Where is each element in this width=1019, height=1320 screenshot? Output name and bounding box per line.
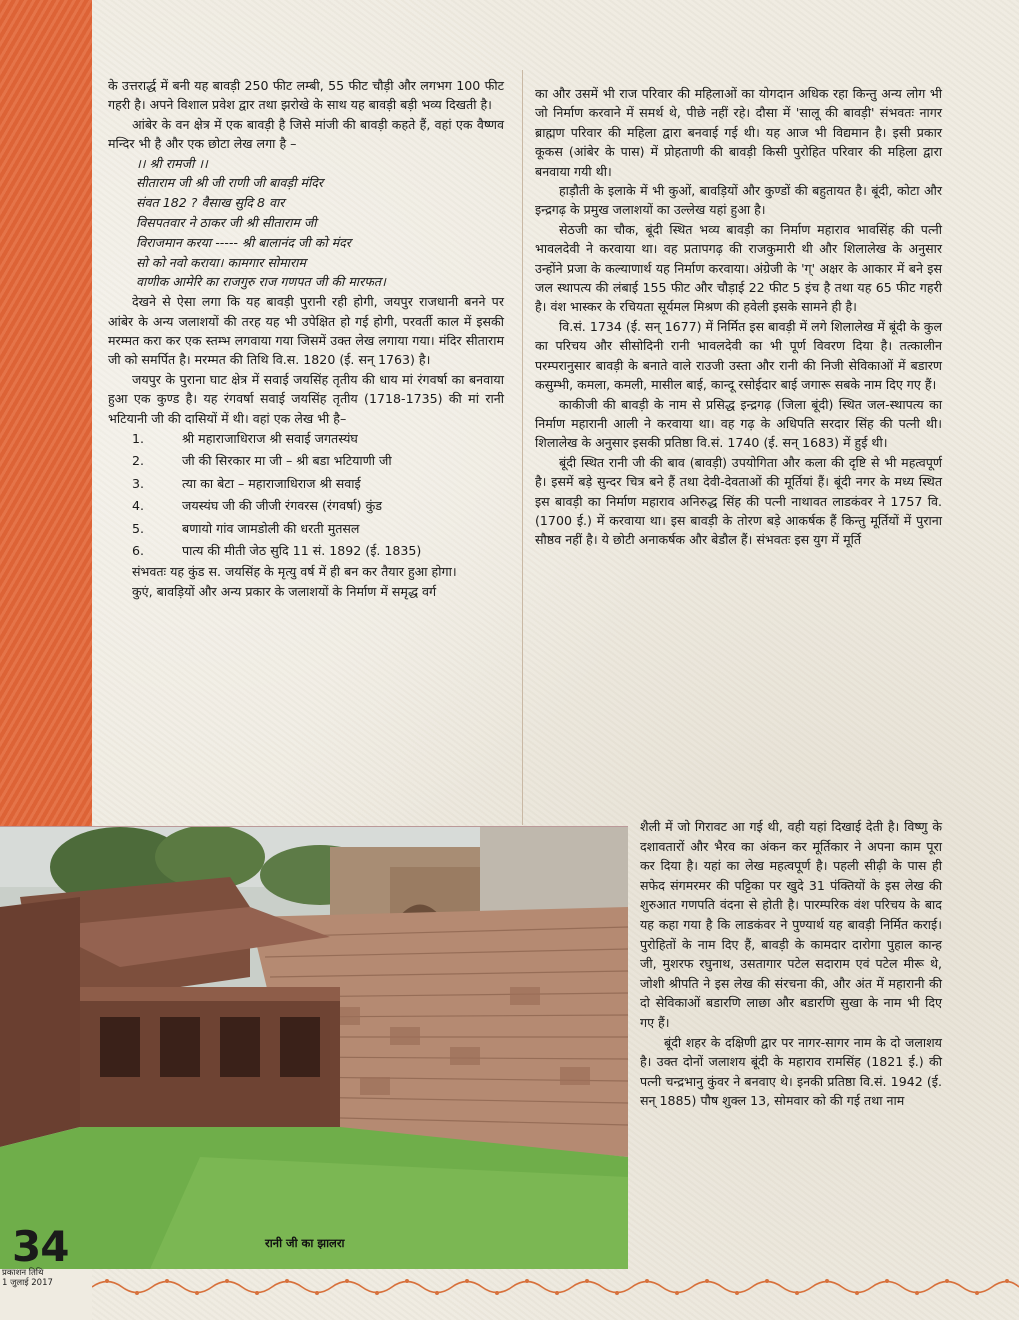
right-column bbox=[535, 84, 942, 550]
list-item bbox=[108, 540, 504, 562]
inscription-verse bbox=[108, 154, 504, 293]
verse-line: ।। श्री रामजी ।। bbox=[136, 155, 208, 171]
left-column bbox=[108, 76, 504, 601]
wrap-column bbox=[640, 817, 942, 1111]
column-divider bbox=[522, 70, 523, 825]
page-number: 34 bbox=[12, 1222, 69, 1271]
verse-line: सो को नवो कराया। कामगार सोमाराम bbox=[136, 254, 306, 270]
list-text: पात्य की मीती जेठ सुदि 11 सं. 1892 (ई. 1835) bbox=[182, 543, 422, 559]
paragraph: काकीजी की बावड़ी के नाम से प्रसिद्ध इन्द्रगढ़ (जिला बूंदी) स्थित जल-स्थापत्य का निर्माण महारानी आली ने करवाया था। वह गढ़ के अधिपति सरदार सिंह की पत्नी थी। शिलालेख के अनुसार इसकी प्रतिष्ठा वि.सं. 1740 (ई. सन् 1683) में हुई थी। bbox=[535, 396, 942, 451]
list-number: 5. bbox=[132, 520, 145, 536]
list-number: 1. bbox=[132, 431, 145, 447]
paragraph: सेठजी का चौक, बूंदी स्थित भव्य बावड़ी का निर्माण महाराव भावसिंह की पत्नी भावलदेवी ने करवाया था। वह प्रतापगढ़ की राजकुमारी थी और शिलालेख के अनुसार उन्होंने प्रजा के कल्याणार्थ यह निर्माण करवाया। अंग्रेजी के 'ग्' अक्षर के आकार में बने इस जल स्थापत्य की लंबाई 155 फीट और चौड़ाई 22 फीट 5 इंच है तथा यह 65 फीट गहरी है। वंश भास्कर के रचियता सूर्यमल मिश्रण की हवेली इसके सामने ही है। bbox=[535, 221, 942, 315]
paragraph: हाड़ौती के इलाके में भी कुओं, बावड़ियों और कुण्डों की बहुतायत है। बूंदी, कोटा और इन्द्रगढ़ के प्रमुख जलाशयों का उल्लेख यहां हुआ है। bbox=[535, 183, 942, 218]
list-item bbox=[108, 518, 504, 540]
photo-caption: रानी जी का झालरा bbox=[265, 1236, 345, 1250]
verse-line: विराजमान करया ----- श्री बालानंद जी को मंदर bbox=[136, 234, 351, 250]
paragraph: के उत्तरार्द्ध में बनी यह बावड़ी 250 फीट लम्बी, 55 फीट चौड़ी और लगभग 100 फीट गहरी है। अपने विशाल प्रवेश द्वार तथा झरोखे के साथ यह बावड़ी बड़ी भव्य दिखती है। bbox=[108, 78, 504, 113]
paragraph: बूंदी स्थित रानी जी की बाव (बावड़ी) उपयोगिता और कला की दृष्टि से भी महत्वपूर्ण है। इसमें बड़े सुन्दर चित्र बने हैं तथा देवी-देवताओं की मूर्तियां हैं। बूंदी नगर के मध्य स्थित इस बावड़ी का निर्माण महाराव अनिरुद्ध सिंह की पत्नी नाथावत लाडकंवर ने 1757 वि. (1700 ई.) में करवाया था। इस बावड़ी के तोरण बड़े आकर्षक हैं किन्तु मूर्तियों में पुराना सौष्ठव नहीं है। ये छोटी अनाकर्षक और बेडौल हैं। संभवतः इस युग में मूर्ति bbox=[535, 454, 942, 548]
inscription-list bbox=[108, 428, 504, 562]
paragraph: शैली में जो गिरावट आ गई थी, वही यहां दिखाई देती है। विष्णु के दशावतारों और भैरव का अंकन कर मूर्तिकार ने अपना काम पूरा कर दिया है। यहां का लेख महत्वपूर्ण है। पहली सीढ़ी के पास ही सफेद संगमरमर की पट्टिका पर खुदे 31 पंक्तियों के इस लेख की शुरुआत गणपति वंदना से होती है। पारम्परिक वंश परिचय के बाद यह कहा गया है कि लाडकंवर ने पुण्यार्थ यह बावड़ी निर्मित कराई। पुरोहितों के नाम दिए हैं, बावड़ी के कामदार दारोगा पुहाल कान्ह जी, मुशरफ रघुनाथ, उसतागार पटेल सदाराम एवं पटेल मीरू थे, जोशी श्रीपति ने इस लेख की संरचना की, और अंत में महारानी की दो सेविकाओं बडारणि लाछा और बडारणि सुखा के नाम भी दिए गए हैं। bbox=[640, 819, 942, 1030]
paragraph: बूंदी शहर के दक्षिणी द्वार पर नागर-सागर नाम के दो जलाशय है। उक्त दोनों जलाशय बूंदी के महाराव रामसिंह (1821 ई.) की पत्नी चन्द्रभानु कुंवर ने बनवाए थे। इनकी प्रतिष्ठा वि.सं. 1942 (ई. सन् 1885) पौष शुक्ल 13, सोमवार को की गई तथा नाम bbox=[640, 1034, 942, 1109]
verse-line: संवत 182 ? वैसाख सुदि 8 वार bbox=[136, 195, 285, 211]
paragraph: आंबेर के वन क्षेत्र में एक बावड़ी है जिसे मांजी की बावड़ी कहते हैं, वहां एक वैष्णव मन्दिर भी है और एक छोटा लेख लगा है – bbox=[108, 116, 504, 152]
verse-line: सीताराम जी श्री जी राणी जी बावड़ी मंदिर bbox=[136, 175, 324, 191]
list-item bbox=[108, 495, 504, 517]
paragraph: कुएं, बावड़ियों और अन्य प्रकार के जलाशयों के निर्माण में समृद्ध वर्ग bbox=[132, 583, 437, 599]
list-text: त्या का बेटा – महाराजाधिराज श्री सवाई bbox=[182, 475, 361, 491]
list-number: 6. bbox=[132, 543, 145, 559]
list-text: जी की सिरकार मा जी – श्री बडा भटियाणी जी bbox=[182, 453, 392, 469]
decorative-border-bottom bbox=[92, 1276, 1019, 1298]
paragraph: जयपुर के पुराना घाट क्षेत्र में सवाई जयसिंह तृतीय की धाय मां रंगवर्षा का बनवाया हुआ एक कुण्ड है। यह रंगवर्षा सवाई जयसिंह तृतीय (1718-1735) की मां रानी भटियानी जी की दासियों में थी। वहां एक लेख भी है– bbox=[108, 371, 504, 426]
pub-label-line: 1 जुलाई 2017 bbox=[2, 1278, 53, 1288]
verse-line: विसपतवार ने ठाकर जी श्री सीताराम जी bbox=[136, 215, 317, 231]
list-item bbox=[108, 473, 504, 495]
pub-label-line: प्रकाशन तिथि bbox=[2, 1268, 44, 1278]
list-number: 2. bbox=[132, 453, 145, 469]
publication-date-label bbox=[2, 1268, 53, 1288]
stepwell-illustration bbox=[0, 827, 628, 1269]
stepwell-photo bbox=[0, 826, 628, 1269]
list-text: जयस्यंघ जी की जीजी रंगवरस (रंगवर्षा) कुंड bbox=[182, 498, 382, 514]
paragraph: का और उसमें भी राज परिवार की महिलाओं का योगदान अधिक रहा किन्तु अन्य लोग भी जो निर्माण करवाने में समर्थ थे, पीछे नहीं रहे। दौसा में 'सालू की बावड़ी' संभवतः नागर ब्राह्मण परिवार की महिला द्वारा बनवाई गई थी। यह आज भी विद्यमान है। इसी प्रकार कूकस (आंबेर के पास) में प्रोहताणी की बावड़ी किसी पुरोहित परिवार की महिला द्वारा बनवाया गयी थी। bbox=[535, 86, 942, 179]
paragraph: संभवतः यह कुंड स. जयसिंह के मृत्यु वर्ष में ही बन कर तैयार हुआ होगा। bbox=[132, 564, 457, 580]
list-item bbox=[108, 450, 504, 472]
list-text: श्री महाराजाधिराज श्री सवाई जगतस्यंघ bbox=[182, 431, 358, 447]
paragraph: वि.सं. 1734 (ई. सन् 1677) में निर्मित इस बावड़ी में लगे शिलालेख में बूंदी के कुल का परिचय और सीसोदिनी रानी भावलदेवी का भी पूर्ण विवरण दिया है। तत्कालीन परम्परानुसार बावड़ी के बनाते वाले राउजी उस्ता और रानी की निजी सेविकाओं में बडारण कसुम्भी, कमला, कमली, मासील बाई, कान्दू रसोईदार बाई जगारू सबके नाम दिए गए हैं। bbox=[535, 318, 942, 393]
list-item bbox=[108, 428, 504, 450]
verse-line: वाणीक आमेरि का राजगुरु राज गणपत जी की मारफत। bbox=[136, 274, 386, 290]
list-text: बणायो गांव जामडोली की धरती मुतसल bbox=[182, 520, 360, 536]
list-number: 4. bbox=[132, 498, 145, 514]
list-number: 3. bbox=[132, 475, 145, 491]
paragraph: देखने से ऐसा लगा कि यह बावड़ी पुरानी रही होगी, जयपुर राजधानी बनने पर आंबेर के अन्य जलाशयों की तरह यह भी उपेक्षित हो गई होगी, परवर्ती काल में इसकी मरम्मत करा कर एक स्तम्भ लगवाया गया जिसमें उक्त लेख लगाया गया। मंदिर सीताराम जी को समर्पित है। मरम्मत की तिथि वि.स. 1820 (ई. सन् 1763) है। bbox=[108, 294, 504, 368]
